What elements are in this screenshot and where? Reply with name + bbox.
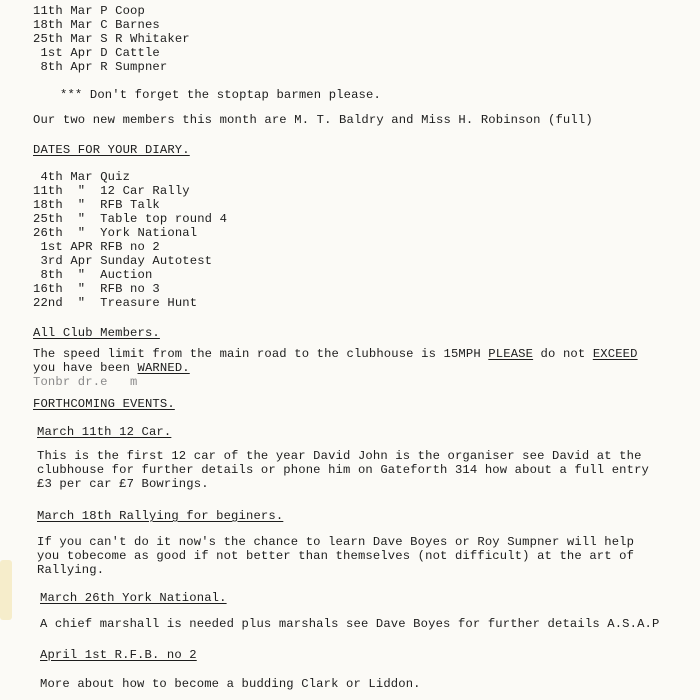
club-members-heading: All Club Members.: [33, 326, 160, 340]
rota-row: 8th Apr R Sumpner: [33, 60, 168, 74]
event-text: If you can't do it now's the chance to learn Dave Boyes or Roy Sumpner will help: [37, 535, 635, 549]
faint-text: Tonbr dr.e m: [33, 375, 138, 389]
diary-entry: 26th " York National: [33, 226, 198, 240]
event-text: £3 per car £7 Bowrings.: [37, 477, 209, 491]
diary-entry: 11th " 12 Car Rally: [33, 184, 190, 198]
stoptap-note: *** Don't forget the stoptap barmen please.: [60, 88, 381, 102]
rota-row: 1st Apr D Cattle: [33, 46, 160, 60]
diary-entry: 8th " Auction: [33, 268, 153, 282]
diary-entry: 4th Mar Quiz: [33, 170, 131, 184]
speed-limit-line-1: The speed limit from the main road to the clubhouse is 15MPH PLEASE do not EXCEED: [33, 347, 638, 361]
diary-entry: 25th " Table top round 4: [33, 212, 228, 226]
speed-limit-line-2: you have been WARNED.: [33, 361, 190, 375]
diary-entry: 3rd Apr Sunday Autotest: [33, 254, 213, 268]
event-text: A chief marshall is needed plus marshals see Dave Boyes for further details A.S.A.P: [40, 617, 660, 631]
event-text: This is the first 12 car of the year David John is the organiser see David at the: [37, 449, 642, 463]
event-text: clubhouse for further details or phone him on Gateforth 314 how about a full entry: [37, 463, 650, 477]
rota-row: 18th Mar C Barnes: [33, 18, 160, 32]
event-heading: March 18th Rallying for beginers.: [37, 509, 284, 523]
new-members-note: Our two new members this month are M. T. Baldry and Miss H. Robinson (full): [33, 113, 593, 127]
event-heading: April 1st R.F.B. no 2: [40, 648, 197, 662]
event-text: Rallying.: [37, 563, 105, 577]
diary-entry: 1st APR RFB no 2: [33, 240, 160, 254]
diary-entry: 16th " RFB no 3: [33, 282, 160, 296]
diary-entry: 22nd " Treasure Hunt: [33, 296, 198, 310]
event-heading: March 26th York National.: [40, 591, 227, 605]
event-heading: March 11th 12 Car.: [37, 425, 172, 439]
paper-stain: [0, 560, 12, 620]
event-text: you tobecome as good if not better than themselves (not difficult) at the art of: [37, 549, 635, 563]
event-text: More about how to become a budding Clark or Liddon.: [40, 677, 421, 691]
rota-row: 11th Mar P Coop: [33, 4, 145, 18]
diary-entry: 18th " RFB Talk: [33, 198, 160, 212]
diary-heading: DATES FOR YOUR DIARY.: [33, 143, 190, 157]
rota-row: 25th Mar S R Whitaker: [33, 32, 190, 46]
forthcoming-heading: FORTHCOMING EVENTS.: [33, 397, 175, 411]
